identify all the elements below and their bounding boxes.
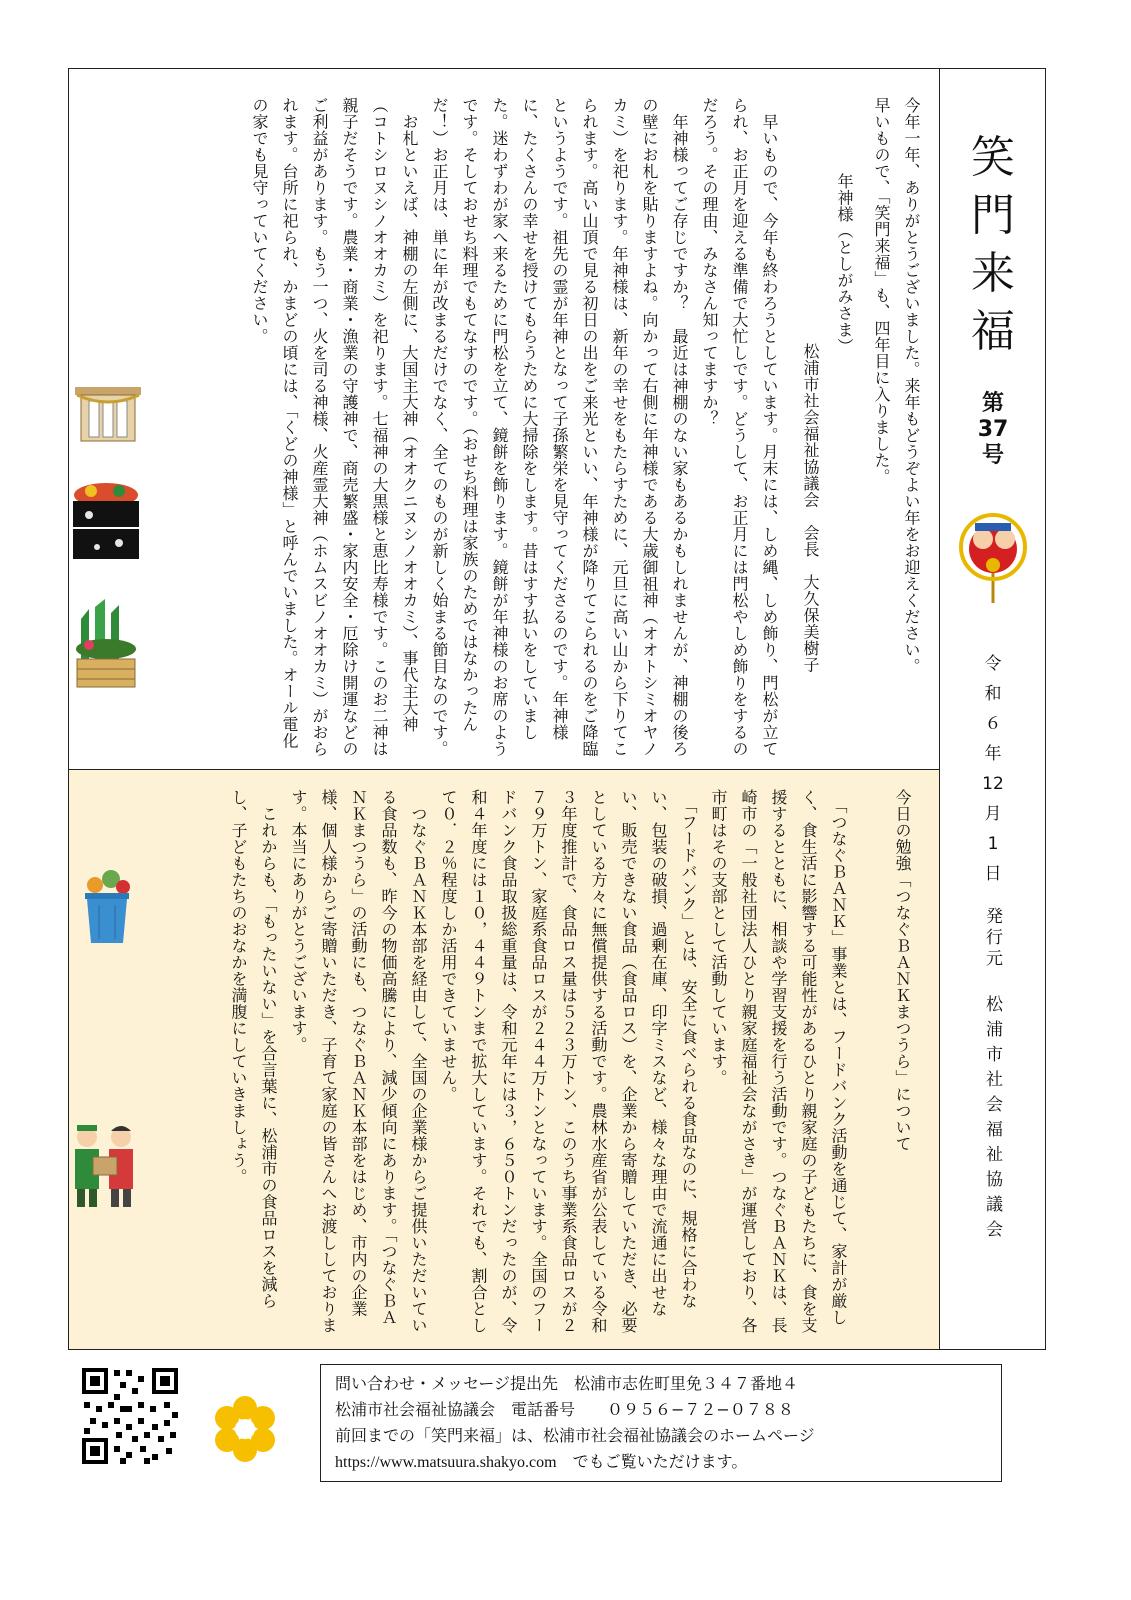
osechi-box-icon <box>69 479 143 563</box>
date-char: 年 <box>984 744 1002 764</box>
banner-column <box>939 69 1047 1349</box>
flower-icon <box>212 1396 278 1462</box>
article1-body: 早いもので、今年も終わろうとしています。月末には、しめ縄、しめ飾り、門松が立てられ、お正月を迎える準備で大忙しです。どうして、お正月には門松やしめ飾りをするのだろう。その理由、みなさん知ってますか？ 年神様ってご存じですか？ 最近は神棚のない家もあるかもしれませんが、神棚の後ろの壁にお札を貼りますよね。向かって右側に年神様である大歳御祖神（オオトシミオヤノカミ）を祀ります。年神様は、新年の幸せをもたらすために、元旦に高い山から下りてこられます。高い山頂で見る初日の出をご来光といい、年神様が降りてこられるのをご降臨というようです。祖先の霊が年神となって子孫繁栄を見守ってくださるのです。年神様に、たくさんの幸せを授けてもらうために大掃除をします。昔はすす払いをしていました。迷わずわが家へ来るために門松を立て、鏡餅を飾ります。鏡餅が年神様のお席のようです。そしておせち料理でもてなすのです。（おせち料理は家族のためではなかったんだ！）お正月は、単に年が改まるだけでなく、全てのものが新しく始まる節目なのです。 お札といえば、神棚の左側に、大国主大神（オオクニヌシノオオカミ）、事代主大神（コトシロヌシノオオカミ）を祀ります。七福神の大黒様と恵比寿様です。このお二神は親子だそうです。農業・商業・漁業の守護神で、商売繁盛・家内安全・厄除け開運などのご利益があります。もう一つ、火を司る神様、火産霊大神（ホムスビノオオカミ）がおられます。台所に祀られ、かまどの頃には、「くどの神様」と呼んでいました。オール電化の家でも見守っていてください。 <box>250 97 779 757</box>
contact-phone: 松浦市社会福祉協議会 電話番号 ０９５６−７２−０７８８ <box>335 1400 794 1419</box>
food-waste-bin-icon <box>77 859 137 949</box>
page-frame <box>68 68 1046 1350</box>
date-char: 和 <box>984 684 1002 704</box>
homepage-link[interactable]: https://www.matsuura.shakyo.com <box>335 1454 557 1471</box>
greeting <box>864 97 926 757</box>
date-char: 令 <box>984 654 1002 674</box>
article2-body: 「つなぐＢＡＮＫ」事業とは、フードバンク活動を通じて、家計が厳しく、食生活に影響する可能性があるひとり親家庭の子どもたちに、食を支援するとともに、相談や学習支援を行う活動です。つなぐＢＡＮＫは、長崎市の「一般社団法人ひとり親家庭福祉会ながさき」が運営しており、各市町はその支部として活動しています。 「フードバンク」とは、安全に食べられる食品なのに、規格に合わない、包装の破損、過剰在庫、印字ミスなど、様々な理由で流通に出せない、販売できない食品（食品ロス）を、企業から寄贈していただき、必要としている方々に無償提供する活動です。農林水産省が公表している令和３年度推計で、食品ロス量は５２３万トン、このうち事業系食品ロスが２７９万トン、家庭系食品ロスが２４４万トンとなっています。全国のフードバンク食品取扱総重量は、令和元年には３，６５０トンだったのが、令和４年度には１０，４４９トンまで拡大しています。それでも、割合として０．２％程度しか活用できていません。 つなぐＢＡＮＫ本部を経由して、全国の企業様からご提供いただいている食品数も、昨今の物価高騰により、減少傾向にあります。「つなぐＢＡＮＫまつうら」の活動にも、つなぐＢＡＮＫ本部をはじめ、市内の企業様、個人様からご寄贈いただき、子育て家庭の皆さんへお渡ししております。本当にありがとうございます。 これからも、「もったいない」を合言葉に、松浦市の食品ロスを減らし、子どもたちのおなかを満腹にしていきましょう。 <box>229 789 848 1334</box>
article2-title: 今日の勉強「つなぐＢＡＮＫまつうら」について <box>893 789 912 1152</box>
newsletter-title <box>939 129 1047 361</box>
issue-date <box>939 649 1047 889</box>
kamidana-shrine-icon <box>73 381 143 447</box>
contact-url-suffix: でもご覧いただけます。 <box>556 1452 748 1471</box>
greeting-line: 早いもので、「笑門来福」も、四年目に入りました。 <box>872 97 891 485</box>
title-char: 福 <box>971 306 1015 357</box>
issue-char: 37 <box>977 417 1009 442</box>
contact-homepage-note: 前回までの「笑門来福」は、松浦市社会福祉協議会のホームページ <box>335 1426 815 1445</box>
article1-title: 年神様（としがみさま） <box>835 173 854 355</box>
kumade-rake-icon <box>953 509 1033 605</box>
greeting-line: 今年一年、ありがとうございました。来年もどうぞよい年をお迎えください。 <box>902 97 921 675</box>
issue-char: 第 <box>981 391 1004 416</box>
kadomatsu-icon <box>71 599 141 691</box>
article1-author: 松浦市社会福祉協議会 会長 大久保美樹子 <box>801 343 820 673</box>
issue-number <box>939 391 1047 469</box>
date-char: 12 <box>982 774 1004 794</box>
section-divider <box>69 769 939 770</box>
food-donation-people-icon <box>69 1119 141 1209</box>
contact-address: 問い合わせ・メッセージ提出先 松浦市志佐町里免３４７番地４ <box>335 1374 799 1393</box>
date-char: 日 <box>984 864 1002 884</box>
contact-box <box>320 1364 1002 1482</box>
publisher-label: 発行元 <box>982 907 1002 970</box>
date-char: ６ <box>984 714 1002 734</box>
contact-url-line <box>335 1449 987 1476</box>
title-char: 笑 <box>971 132 1015 183</box>
title-char: 門 <box>971 190 1015 241</box>
issue-char: 号 <box>981 443 1004 468</box>
publisher-name: 松浦市社会福祉協議会 <box>982 995 1002 1245</box>
qr-code-icon[interactable] <box>80 1366 180 1466</box>
date-char: 月 <box>984 804 1002 824</box>
title-char: 来 <box>971 248 1015 299</box>
date-char: 1 <box>987 834 999 854</box>
